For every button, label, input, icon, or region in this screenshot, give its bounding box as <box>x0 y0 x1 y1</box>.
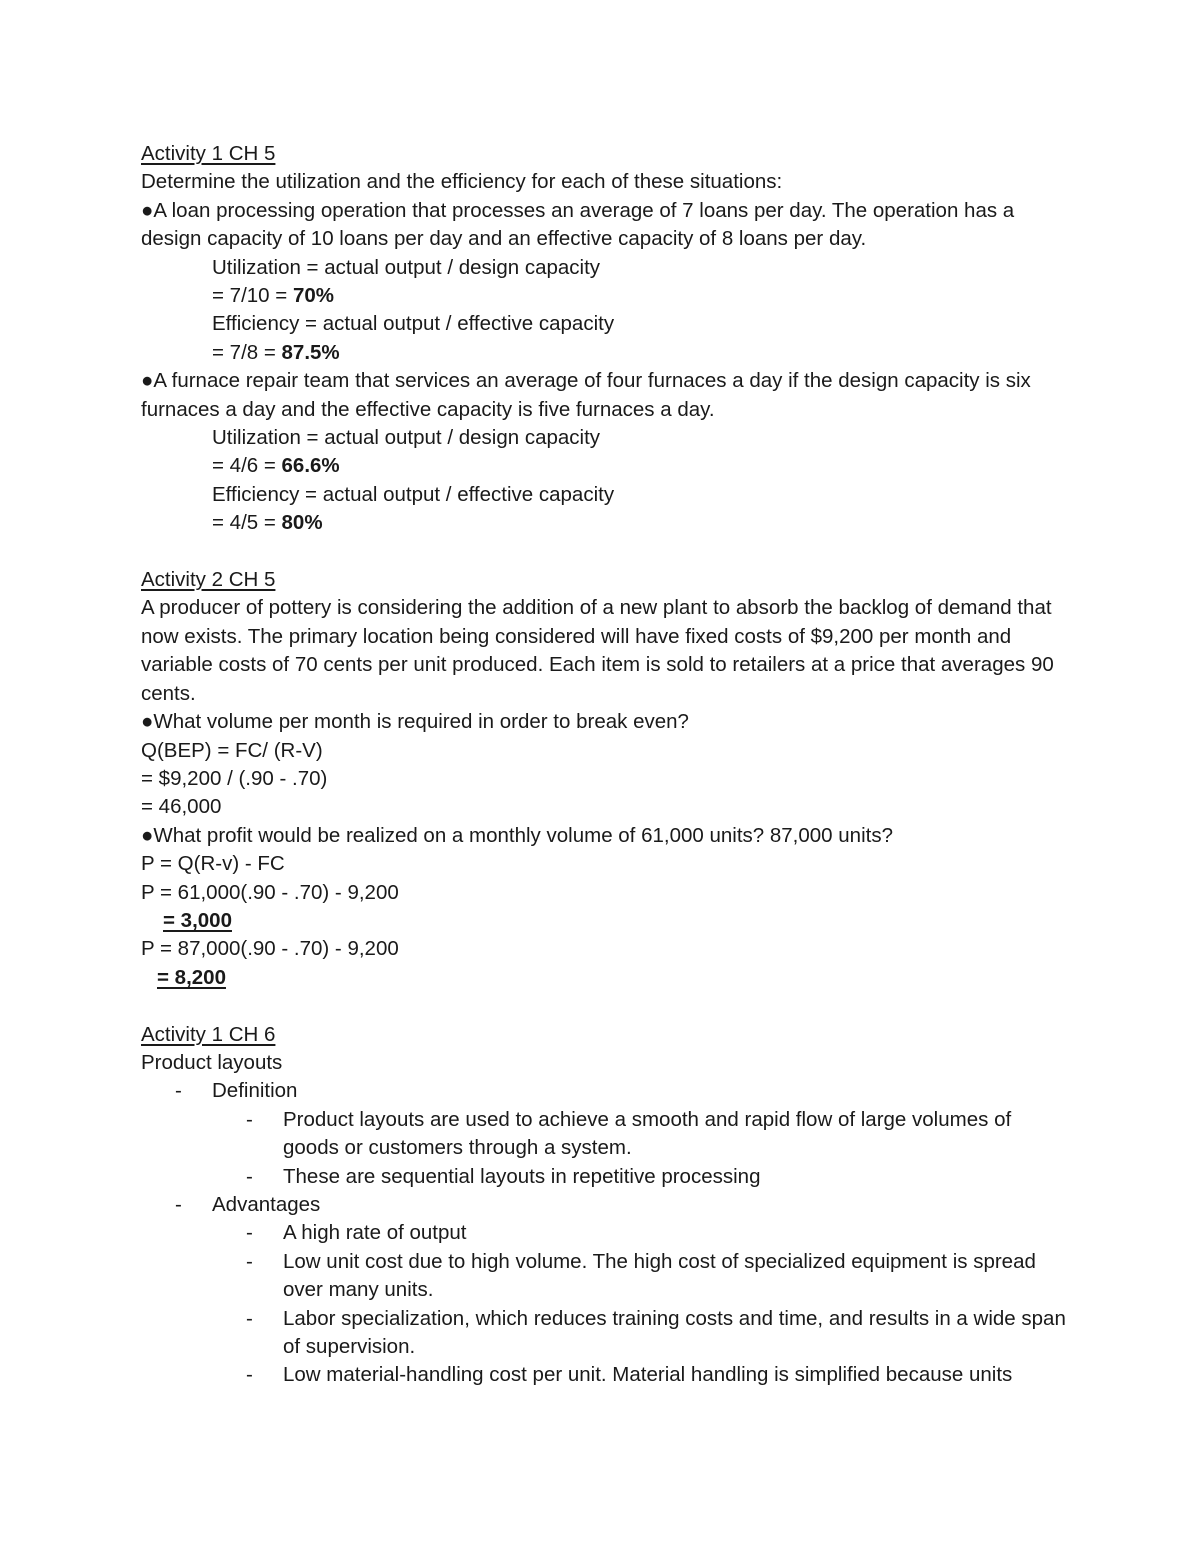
profit-result-61000: = 3,000 <box>163 908 232 932</box>
result-value: 80% <box>281 511 323 535</box>
list-item: - A high rate of output <box>141 1219 1071 1247</box>
profit-formula: P = Q(R-v) - FC <box>141 852 285 876</box>
outline-section-definition: - Definition <box>141 1077 1071 1105</box>
dash-bullet: - <box>246 1306 253 1330</box>
calc-line: = 4/6 = 66.6% <box>212 454 340 478</box>
activity-1-ch6-heading: Activity 1 CH 6 <box>141 1022 276 1046</box>
calc-line: Utilization = actual output / design capacity <box>212 426 601 450</box>
outline-section-advantages: - Advantages <box>141 1191 1071 1219</box>
bep-formula: Q(BEP) = FC/ (R-V) <box>141 738 323 762</box>
list-item: - These are sequential layouts in repetitive processing <box>141 1163 1071 1191</box>
list-item: - Product layouts are used to achieve a smooth and rapid flow of large volumes of goods or customers through a system. <box>141 1106 1071 1163</box>
question-break-even: ●What volume per month is required in order to break even? <box>141 710 689 734</box>
calc-line: Efficiency = actual output / effective capacity <box>212 312 615 336</box>
activity-1-intro: Determine the utilization and the efficiency for each of these situations: <box>141 170 783 194</box>
document-body <box>141 140 1071 1390</box>
list-item: - Low material-handling cost per unit. Material handling is simplified because units <box>141 1361 1071 1389</box>
dash-bullet: - <box>246 1164 253 1188</box>
activity-2-ch5-heading: Activity 2 CH 5 <box>141 568 276 592</box>
case-1-calculations <box>141 254 1071 368</box>
calc-line: Utilization = actual output / design capacity <box>212 255 601 279</box>
spacer <box>141 992 1071 1020</box>
case-1-question: ●A loan processing operation that processes an average of 7 loans per day. The operation has a design capacity of 10 loans per day and an effective capacity of 8 loans per day. <box>141 198 1015 251</box>
dash-bullet: - <box>246 1249 253 1273</box>
list-item: - Labor specialization, which reduces training costs and time, and results in a wide span of supervision. <box>141 1305 1071 1362</box>
profit-result-87000: = 8,200 <box>157 965 226 989</box>
calc-line: = 4/5 = 80% <box>212 511 323 535</box>
topic-product-layouts: Product layouts <box>141 1050 283 1074</box>
bep-result: = 46,000 <box>141 795 222 819</box>
activity-2-problem: A producer of pottery is considering the addition of a new plant to absorb the backlog of demand that now exists. The primary location being considered will have fixed costs of $9,200 per month and variable costs of 70 cents per unit produced. Each item is sold to retailers at a price that averages 90 cents. <box>141 596 1054 705</box>
profit-calc-87000: P = 87,000(.90 - .70) - 9,200 <box>141 937 399 961</box>
result-value: 70% <box>292 284 334 308</box>
outline-list <box>141 1077 1071 1389</box>
dash-bullet: - <box>246 1221 253 1245</box>
calc-line: Efficiency = actual output / effective capacity <box>212 482 615 506</box>
question-profit: ●What profit would be realized on a monthly volume of 61,000 units? 87,000 units? <box>141 823 893 847</box>
dash-bullet: - <box>246 1363 253 1387</box>
case-2-question: ●A furnace repair team that services an average of four furnaces a day if the design capacity is six furnaces a day and the effective capacity is five furnaces a day. <box>141 369 1031 421</box>
list-item: - Low unit cost due to high volume. The high cost of specialized equipment is spread over many units. <box>141 1248 1071 1305</box>
profit-calc-61000: P = 61,000(.90 - .70) - 9,200 <box>141 880 399 904</box>
dash-bullet: - <box>175 1079 182 1103</box>
spacer <box>141 538 1071 566</box>
dash-bullet: - <box>175 1193 182 1216</box>
result-value: 87.5% <box>281 340 340 364</box>
bep-substitution: = $9,200 / (.90 - .70) <box>141 766 328 790</box>
calc-line: = 7/8 = 87.5% <box>212 340 340 364</box>
activity-1-ch5-heading: Activity 1 CH 5 <box>141 142 276 165</box>
calc-line: = 7/10 = 70% <box>212 284 334 308</box>
result-value: 66.6% <box>281 454 340 478</box>
dash-bullet: - <box>246 1107 253 1131</box>
case-2-calculations <box>141 424 1071 538</box>
